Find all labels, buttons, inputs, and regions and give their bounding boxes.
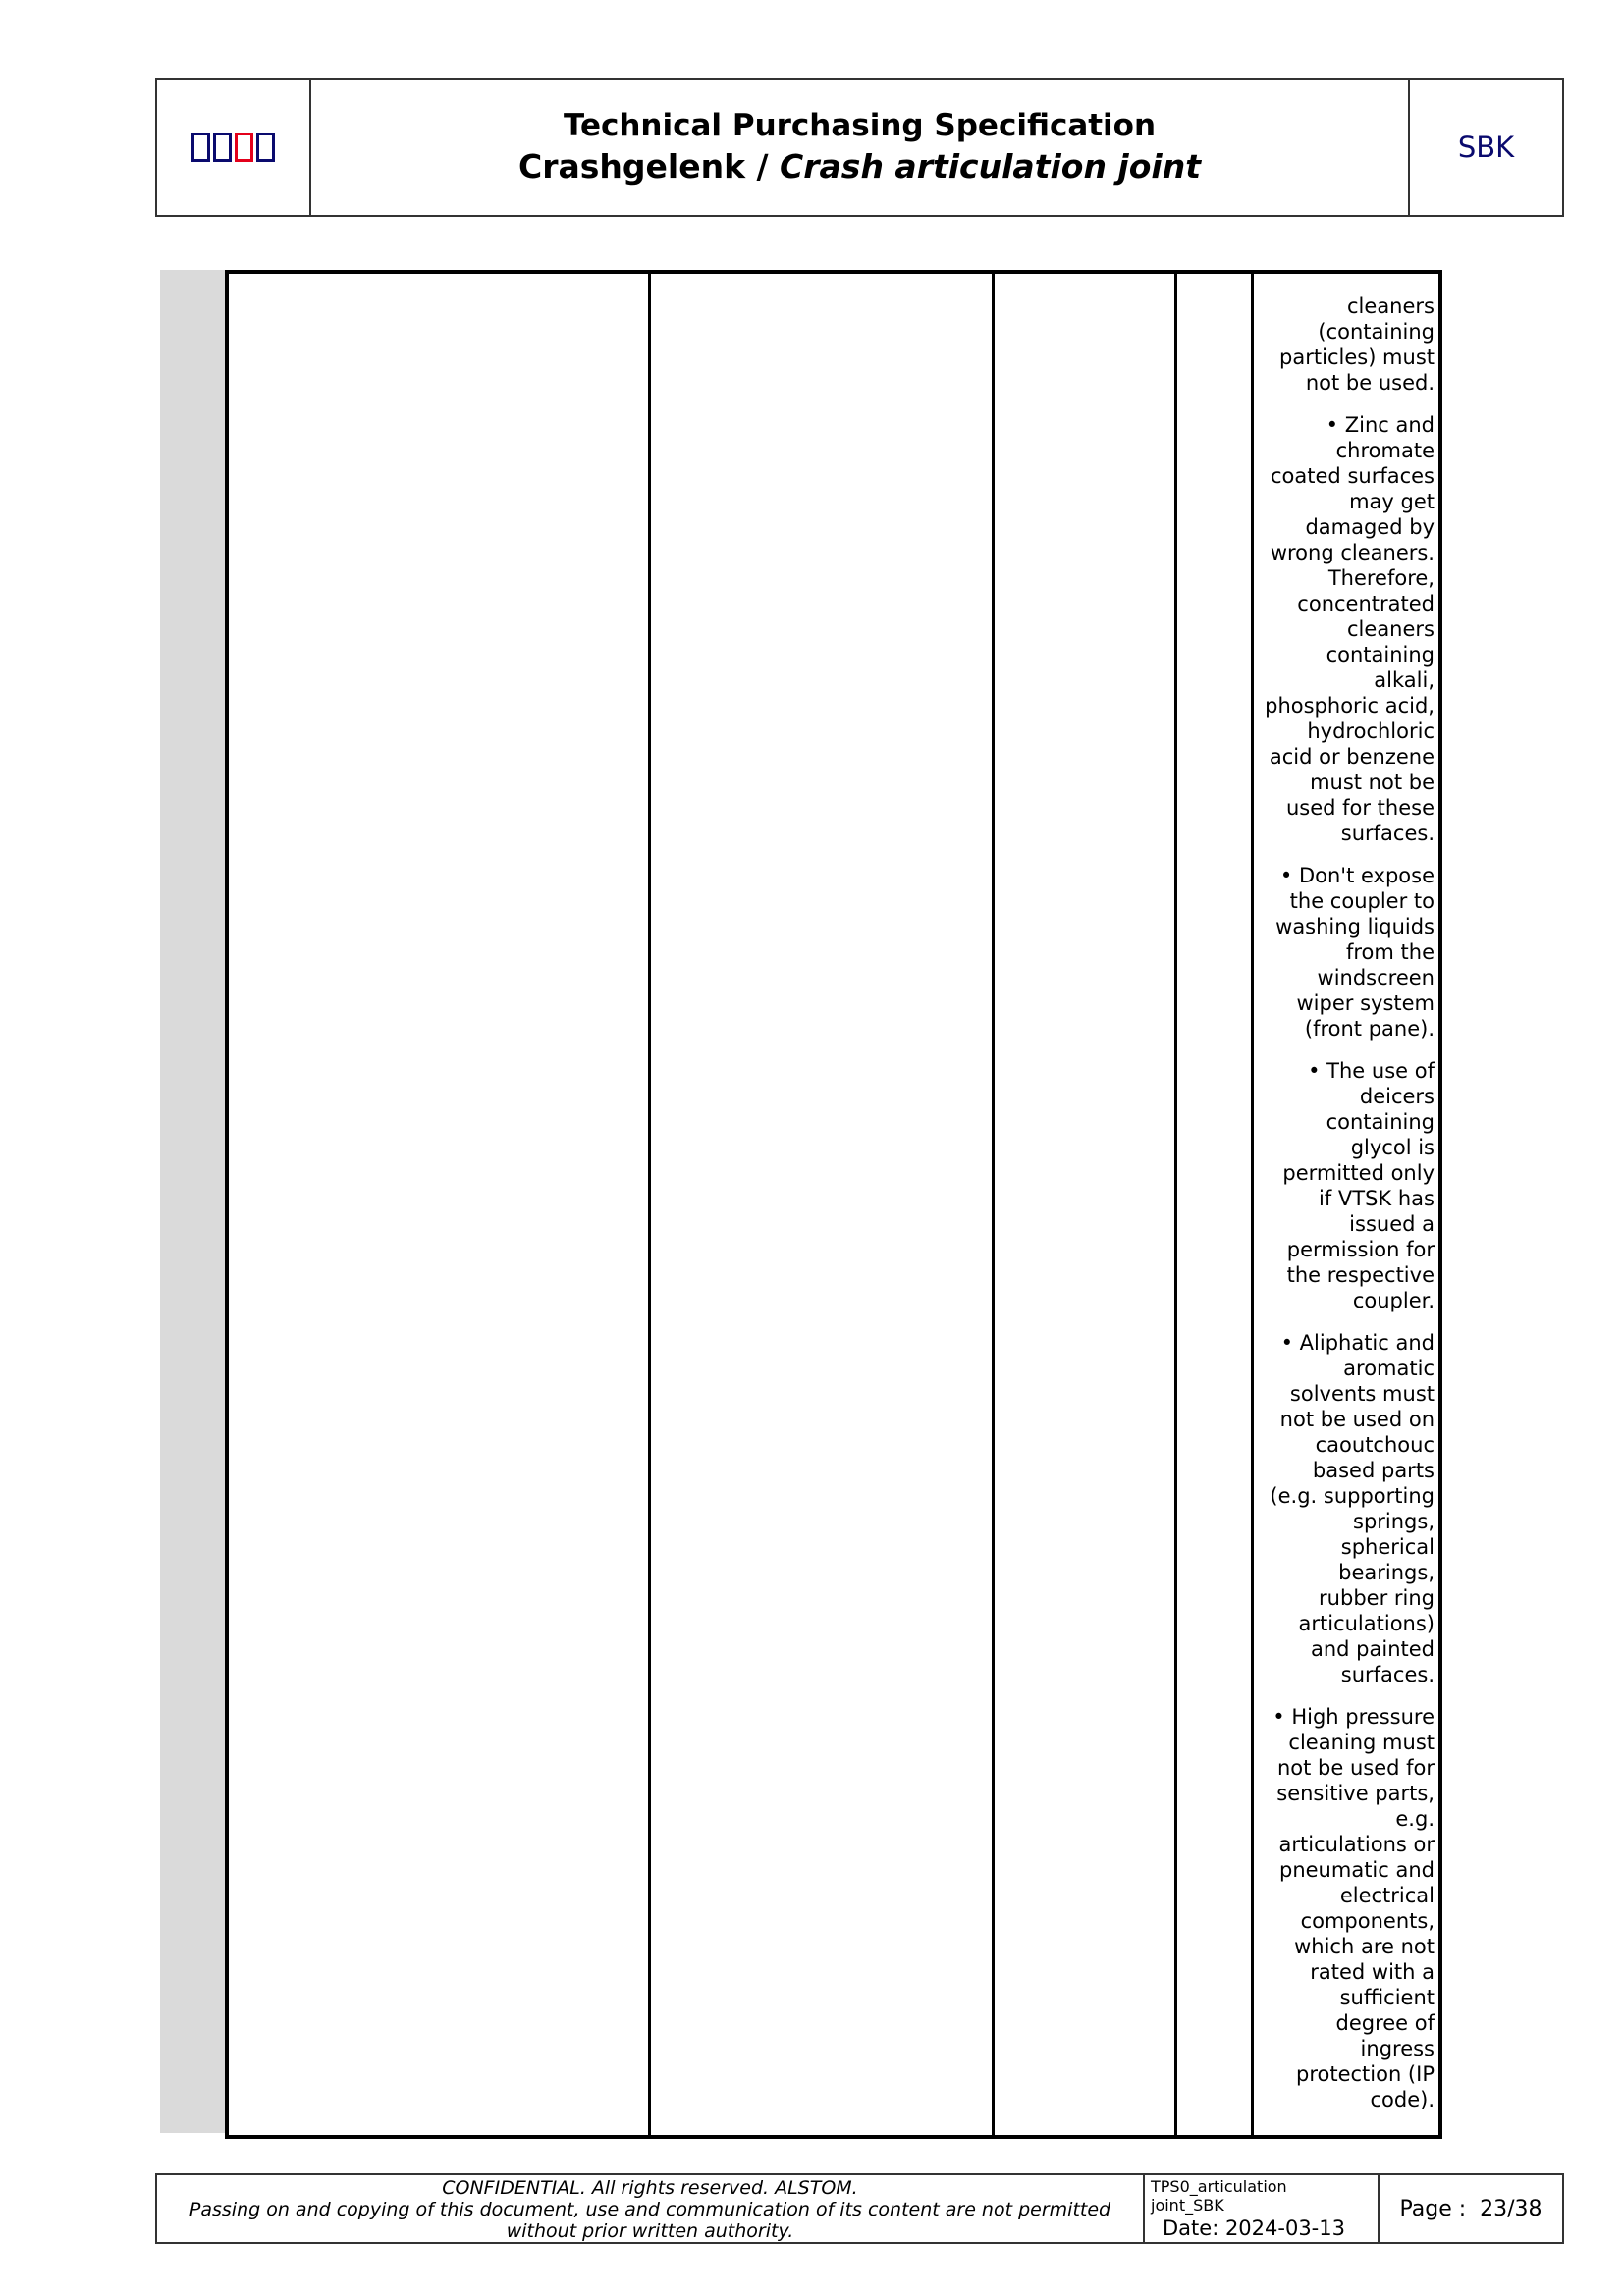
confidential-line: without prior written authority. [506,2220,794,2242]
logo-glyph [235,133,253,162]
document-footer [155,2173,1564,2244]
confidentiality-notice [157,2175,1145,2242]
table-column-2 [651,274,995,2135]
confidential-line: Passing on and copying of this document, use and communication of its content are not permitted [189,2199,1111,2220]
subtitle-english: Crash articulation joint [780,146,1201,186]
subtitle-german: Crashgelenk / [517,146,781,186]
table-column-1 [229,274,651,2135]
logo-cell [157,80,311,215]
document-code: SBK [1408,80,1562,215]
alstom-logo [191,133,275,162]
logo-glyph [191,133,210,162]
text-paragraph: • Aliphatic and aromatic solvents must not be used on caoutchouc based parts (e.g. supporting springs, spherical bearings, rubber ring articulations) and painted surfaces. [1270,1331,1435,1686]
text-paragraph: • The use of deicers containing glycol is permitted only if VTSK has issued a permission for the respective coupler. [1282,1059,1435,1312]
text-paragraph: • High pressure cleaning must not be used for sensitive parts, e.g. articulations or pneumatic and electrical components, which are not rated with a sufficient degree of ingress protection (IP code). [1272,1705,1435,2111]
logo-glyph [213,133,232,162]
doc-ref-line: TPS0_articulation [1151,2177,1287,2196]
document-subtitle [518,146,1201,188]
header-title [311,80,1408,215]
page-number: Page : 23/38 [1399,2196,1543,2221]
text-paragraph: • Zinc and chromate coated surfaces may get damaged by wrong cleaners. Therefore, concentrated cleaners containing alkali, phosphoric acid, hydrochloric acid or benzene must not be used for these surfaces. [1265,413,1435,845]
content-table [225,270,1442,2139]
table-column-4 [1177,274,1254,2135]
text-paragraph: cleaners (containing particles) must not be used. [1279,294,1435,395]
table-column-3 [995,274,1177,2135]
doc-ref-line: joint_SBK [1151,2196,1224,2215]
document-title: Technical Purchasing Specification [563,108,1157,144]
document-date: Date: 2024-03-13 [1163,2216,1345,2240]
logo-glyph [256,133,275,162]
table-column-text [1254,274,1438,2135]
change-bar-margin [160,270,225,2133]
document-reference [1145,2175,1380,2242]
confidential-line: CONFIDENTIAL. All rights reserved. ALSTOM. [442,2177,858,2199]
document-header [155,78,1564,217]
text-paragraph: • Don't expose the coupler to washing liquids from the windscreen wiper system (front pane). [1275,864,1435,1041]
